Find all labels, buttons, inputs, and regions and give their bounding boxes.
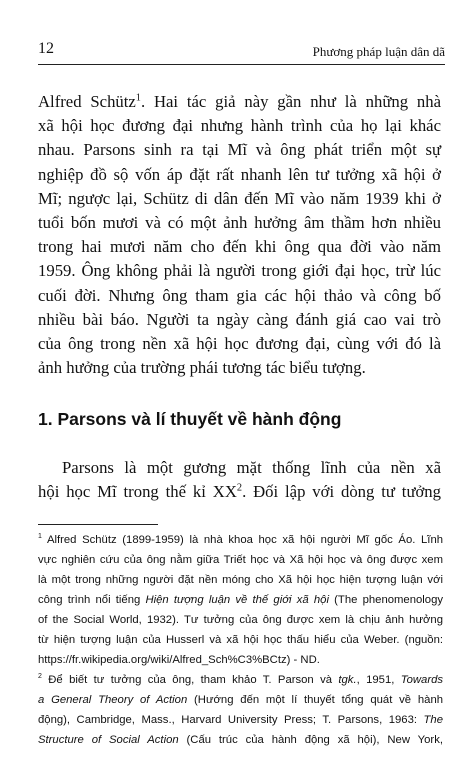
footnote-marker-1: 1 [38, 533, 42, 541]
footnote-line: of the Social World, 1932). Tư tưởng của ông được xem là chịu ảnh hưởng [38, 614, 443, 626]
footnote-line [38, 590, 443, 610]
text-line: trong hai mươi năm cho đến khi ông qua đời vào năm [38, 237, 441, 257]
text-span: động), Cambridge, Mass., Harvard University Press; T. Parsons, 1963: [38, 714, 424, 726]
text-span: (The phenomenology [328, 594, 443, 606]
text-line: nghiệp đồ sộ vốn áp đặt rất nhanh lên tư tưởng xã hội ở [38, 164, 441, 184]
text-span: (Hướng đến một lí thuyết tổng quát về hành [187, 694, 444, 706]
text-line: 1959. Ông không phải là người trong giới đại học, trừ lúc [38, 261, 441, 281]
section-heading: 1. Parsons và lí thuyết về hành động [38, 409, 342, 429]
text-line: của ông trong nền xã hội học đương đại, cùng với đó là [38, 334, 441, 354]
italic-title: Hiện tượng luận về thế giới xã hội [145, 594, 329, 606]
footnote-line [38, 530, 443, 550]
footnotes [38, 530, 443, 750]
text-span: , 1951, [356, 674, 401, 686]
text-line: tuổi bốn mươi và có một ảnh hưởng âm thầm hơn nhiều [38, 213, 441, 233]
text-span: công trình nổi tiếng [38, 594, 146, 606]
italic-title: The [423, 714, 443, 726]
footnote-line: https://fr.wikipedia.org/wiki/Alfred_Sch%C3%BCtz) - ND. [38, 654, 320, 666]
text-span: hội học Mĩ trong thế kỉ XX [38, 482, 237, 502]
text-span: . Hai tác giả này gần như là những nhà [140, 92, 441, 111]
text-span: Để biết tư tưởng của ông, tham khảo T. Parson và [48, 674, 339, 686]
text-line [38, 90, 441, 114]
text-line: Parsons là một gương mặt thống lĩnh của nền xã [62, 458, 441, 477]
text-line: cuối đời. Nhưng ông tham gia các hội thảo và công bố [38, 285, 441, 305]
italic-title: Structure of Social Action [38, 734, 179, 746]
text-span: Alfred Schütz (1899-1959) là nhà khoa học xã hội người Mĩ gốc Áo. Lĩnh [46, 534, 444, 546]
text-line: Mĩ; ngược lại, Schütz di dân đến Mĩ vào năm 1939 khi ở [38, 188, 441, 208]
footnote-rule [38, 524, 158, 525]
page-header [38, 40, 445, 70]
paragraph-2 [38, 456, 441, 504]
text-line: nhau. Parsons sinh ra tại Mĩ và ông phát triển một sự [38, 140, 441, 160]
text-line: ảnh hưởng của trường phái tương tác biểu tượng. [38, 358, 366, 378]
paragraph-1 [38, 90, 441, 380]
italic-text: tgk. [338, 674, 357, 686]
italic-title: Towards [400, 674, 444, 686]
footnote-ref-1: 1 [135, 92, 141, 104]
page-number: 12 [38, 40, 54, 57]
footnote-marker-2: 2 [38, 673, 42, 681]
text-line [38, 480, 441, 504]
text-line: xã hội học đương đại nhưng hành trình của họ lại khác [38, 116, 441, 136]
running-head: Phương pháp luận dân dã [312, 44, 445, 59]
header-rule [38, 64, 445, 65]
text-span: . Đối lập với dòng tư tưởng [242, 482, 441, 502]
footnote-line: từ hiện tượng luận của Husserl và xã hội học thấu hiểu của Weber. (nguồn: [38, 634, 443, 646]
footnote-line [38, 690, 443, 710]
footnote-line: vực nghiên cứu của ông nằm giữa Triết học và Xã hội học và ông được xem [38, 554, 443, 566]
footnote-line [38, 710, 443, 730]
footnote-line: là một trong những người đặt nền móng cho Xã hội học hiện tượng luận với [38, 574, 443, 586]
italic-title: a General Theory of Action [38, 694, 188, 706]
footnote-line [38, 730, 443, 750]
text-span: Alfred Schütz [38, 92, 136, 111]
footnote-line [38, 670, 443, 690]
text-span: (Cấu trúc của hành động xã hội), New York, [178, 734, 443, 746]
text-line: nhiều bài báo. Người ta ngày càng đánh giá cao vai trò [38, 309, 441, 329]
footnote-ref-2: 2 [236, 482, 243, 494]
